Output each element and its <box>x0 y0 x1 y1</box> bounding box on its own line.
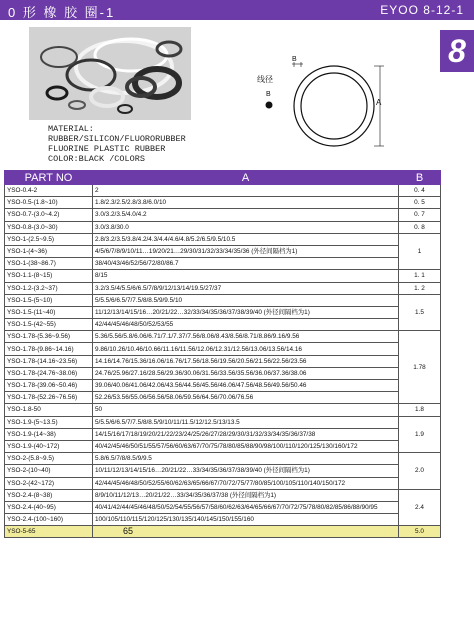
dimension-b-cell: 0. 8 <box>399 221 441 233</box>
dimension-a-cell: 5/5.5/6/6.5/7/7.5/8/8.5/9/9.5/10 <box>93 294 399 306</box>
dimension-a-cell: 1.8/2.3/2.5/2.8/3.8/6.0/10 <box>93 197 399 209</box>
dimension-a-cell: 2 <box>93 185 399 197</box>
page-header <box>0 0 474 20</box>
dimension-a-cell: 2.8/3.2/3.5/3.8/4.2/4.3/4.4/4.6/4.8/5.2/6.5/9.5/10.5 <box>93 233 399 245</box>
part-no-cell: YSO-1.9-(40~172) <box>5 440 93 452</box>
dimension-a-cell: 5.8/6.5/7/8/8.5/9/9.5 <box>93 453 399 465</box>
part-no-cell: YSO-0.5-(1.8~10) <box>5 197 93 209</box>
table-row <box>5 416 441 428</box>
dimension-a-cell: 3.0/3.2/3.5/4.0/4.2 <box>93 209 399 221</box>
table-row <box>5 331 441 343</box>
dimension-a-cell: 24.76/25.96/27.16/28.56/29.36/30.06/31.56/33.56/35.56/36.06/37.36/38.06 <box>93 367 399 379</box>
table-row <box>5 465 441 477</box>
wire-b-label: B <box>266 91 271 98</box>
table-row <box>5 197 441 209</box>
dimension-b-label: B <box>292 56 297 63</box>
part-no-cell: YSO-1-(38~86.7) <box>5 258 93 270</box>
table-row <box>5 380 441 392</box>
table-row <box>5 209 441 221</box>
dimension-a-cell: 14/15/16/17/18/19/20/21/22/23/24/25/26/27/28/29/30/31/32/33/34/35/36/37/38 <box>93 428 399 440</box>
dimension-b-cell: 1 <box>399 233 441 270</box>
part-no-cell: YSO-1.5-(5~10) <box>5 294 93 306</box>
table-row <box>5 319 441 331</box>
table-row <box>5 440 441 452</box>
part-no-cell: YSO-2-(42~172) <box>5 477 93 489</box>
table-row <box>5 514 441 526</box>
part-no-cell: YSO-1.78-(52.26~76.56) <box>5 392 93 404</box>
dimension-a-cell: 42/44/45/46/48/50/52/53/55 <box>93 319 399 331</box>
spec-table <box>4 170 441 538</box>
table-row <box>5 453 441 465</box>
dimension-a-cell: 8/9/10/11/12/13…20/21/22…33/34/35/36/37/38 (外径间隔档为1) <box>93 489 399 501</box>
inner-ring-outline <box>301 73 367 139</box>
wire-section-dot <box>266 102 273 109</box>
table-row <box>5 306 441 318</box>
part-no-cell: YSO-1.1-(8~15) <box>5 270 93 282</box>
dimension-a-cell: 50 <box>93 404 399 416</box>
dimension-b-cell: 1.8 <box>399 404 441 416</box>
wire-diameter-label: 线径 <box>257 75 273 84</box>
header-b: B <box>399 171 441 185</box>
dimension-b-cell: 2.4 <box>399 489 441 526</box>
dimension-a-cell: 11/12/13/14/15/16…20/21/22…32/33/34/35/36/37/38/39/40 (外径间隔档为1) <box>93 306 399 318</box>
table-row <box>5 489 441 501</box>
table-row <box>5 526 441 538</box>
dimension-b-cell: 0. 7 <box>399 209 441 221</box>
part-no-cell: YSO-0.4-2 <box>5 185 93 197</box>
part-no-cell: YSO-0.8-(3.0~30) <box>5 221 93 233</box>
part-no-cell: YSO-0.7-(3.0~4.2) <box>5 209 93 221</box>
dimension-a-cell: 3.0/3.8/30.0 <box>93 221 399 233</box>
table-row <box>5 245 441 257</box>
dimension-a-cell: 14.16/14.76/15.36/16.06/16.76/17.56/18.56/19.56/20.56/21.56/22.56/23.56 <box>93 355 399 367</box>
table-row <box>5 343 441 355</box>
dimension-a-cell: 9.86/10.26/10.46/10.66/11.16/11.56/12.06/12.31/12.56/13.06/13.56/14.16 <box>93 343 399 355</box>
dimension-b-cell: 5.0 <box>399 526 441 538</box>
material-line: COLOR:BLACK /COLORS <box>48 154 145 164</box>
table-row <box>5 367 441 379</box>
table-row <box>5 404 441 416</box>
outer-ring-outline <box>294 66 374 146</box>
part-no-cell: YSO-1.78-(14.16~23.56) <box>5 355 93 367</box>
dimension-a-cell: 5.36/5.56/5.8/6.06/6.71/7.1/7.37/7.56/8.06/8.43/8.56/8.71/8.86/9.16/9.56 <box>93 331 399 343</box>
table-row <box>5 428 441 440</box>
page-title: 0 形 橡 胶 圈-1 <box>8 5 116 20</box>
dimension-b-cell: 2.0 <box>399 453 441 490</box>
dimension-b-cell: 0. 4 <box>399 185 441 197</box>
table-row <box>5 477 441 489</box>
header-a: A <box>93 171 399 185</box>
table-row <box>5 221 441 233</box>
part-no-cell: YSO-2.4-(8~38) <box>5 489 93 501</box>
part-no-cell: YSO-1.8-50 <box>5 404 93 416</box>
material-line: MATERIAL: <box>48 124 94 134</box>
part-no-cell: YSO-1.78-(5.36~9.56) <box>5 331 93 343</box>
dimension-a-label: A <box>376 98 382 107</box>
part-no-cell: YSO-1.78-(9.86~14.16) <box>5 343 93 355</box>
part-no-cell: YSO-1-(4~36) <box>5 245 93 257</box>
section-tab: 8 <box>440 30 474 72</box>
table-row <box>5 258 441 270</box>
dimension-a-cell: 40/42/45/46/50/51/55/57/56/60/63/67/70/75/78/80/85/88/90/98/100/110/120/125/130/160/172 <box>93 440 399 452</box>
dimension-b-cell: 1.9 <box>399 416 441 453</box>
material-line: FLUORINE PLASTIC RUBBER <box>48 144 166 154</box>
dimension-a-cell: 65 <box>93 526 399 538</box>
part-no-cell: YSO-1.78-(24.76~38.06) <box>5 367 93 379</box>
part-no-cell: YSO-2-(5.8~9.5) <box>5 453 93 465</box>
table-row <box>5 270 441 282</box>
product-photo <box>29 27 191 120</box>
dimension-b-cell: 1.5 <box>399 294 441 331</box>
dimension-a-cell: 52.26/53.56/55.06/56.56/58.06/59.56/64.56/70.06/76.56 <box>93 392 399 404</box>
table-row <box>5 392 441 404</box>
part-no-cell: YSO-1.78-(39.06~50.46) <box>5 380 93 392</box>
dimension-a-cell: 5/5.5/6/6.5/7/7.5/8/8.5/9/10/11/11.5/12/12.5/13/13.5 <box>93 416 399 428</box>
dimension-a-cell: 10/11/12/13/14/15/16…20/21/22…33/34/35/36/37/38/39/40 (外径间隔档为1) <box>93 465 399 477</box>
part-no-cell: YSO-1-(2.5~9.5) <box>5 233 93 245</box>
dimension-a-cell: 100/105/110/115/120/125/130/135/140/145/150/155/160 <box>93 514 399 526</box>
part-no-cell: YSO-1.9-(5~13.5) <box>5 416 93 428</box>
dimension-b-cell: 1. 1 <box>399 270 441 282</box>
dimension-a-cell: 38/40/43/46/52/56/72/80/86.7 <box>93 258 399 270</box>
dimension-b-cell: 1. 2 <box>399 282 441 294</box>
header-part-no: PART NO <box>5 171 93 185</box>
table-row <box>5 501 441 513</box>
table-row <box>5 294 441 306</box>
dimension-a-cell: 4/5/6/7/8/9/10/11…19/20/21…29/30/31/32/33/34/35/36 (外径间隔档为1) <box>93 245 399 257</box>
part-no-cell: YSO-2.4-(100~160) <box>5 514 93 526</box>
dimension-a-cell: 42/44/45/46/48/50/52/55/60/62/63/65/66/67/70/72/75/77/80/85/100/105/110/140/150/172 <box>93 477 399 489</box>
part-no-cell: YSO-1.5-(11~40) <box>5 306 93 318</box>
table-row <box>5 355 441 367</box>
table-header-row <box>5 171 441 185</box>
part-no-cell: YSO-2.4-(40~95) <box>5 501 93 513</box>
part-no-cell: YSO-1.5-(42~55) <box>5 319 93 331</box>
material-notes <box>48 124 186 164</box>
part-no-cell: YSO-5-65 <box>5 526 93 538</box>
dimension-a-cell: 8/15 <box>93 270 399 282</box>
dimension-b-cell: 1.78 <box>399 331 441 404</box>
part-no-cell: YSO-1.2-(3.2~37) <box>5 282 93 294</box>
catalog-code: EYOO 8-12-1 <box>380 3 464 17</box>
oring-dimension-diagram <box>256 58 396 158</box>
table-row <box>5 185 441 197</box>
table-row <box>5 282 441 294</box>
table-row <box>5 233 441 245</box>
dimension-a-cell: 3.2/3.5/4/5.5/6/6.5/7/8/9/12/13/14/19.5/27/37 <box>93 282 399 294</box>
dimension-b-cell: 0. 5 <box>399 197 441 209</box>
part-no-cell: YSO-1.9-(14~38) <box>5 428 93 440</box>
part-no-cell: YSO-2-(10~40) <box>5 465 93 477</box>
material-line: RUBBER/SILICON/FLUORORUBBER <box>48 134 186 144</box>
dimension-a-cell: 40/41/42/44/45/46/48/50/52/54/55/56/57/58/60/62/63/64/65/66/67/70/72/75/78/80/82/85/86/88/90/95 <box>93 501 399 513</box>
dimension-a-cell: 39.06/40.06/41.06/42.06/43.56/44.56/45.56/46.06/47.56/48.56/49.56/50.46 <box>93 380 399 392</box>
